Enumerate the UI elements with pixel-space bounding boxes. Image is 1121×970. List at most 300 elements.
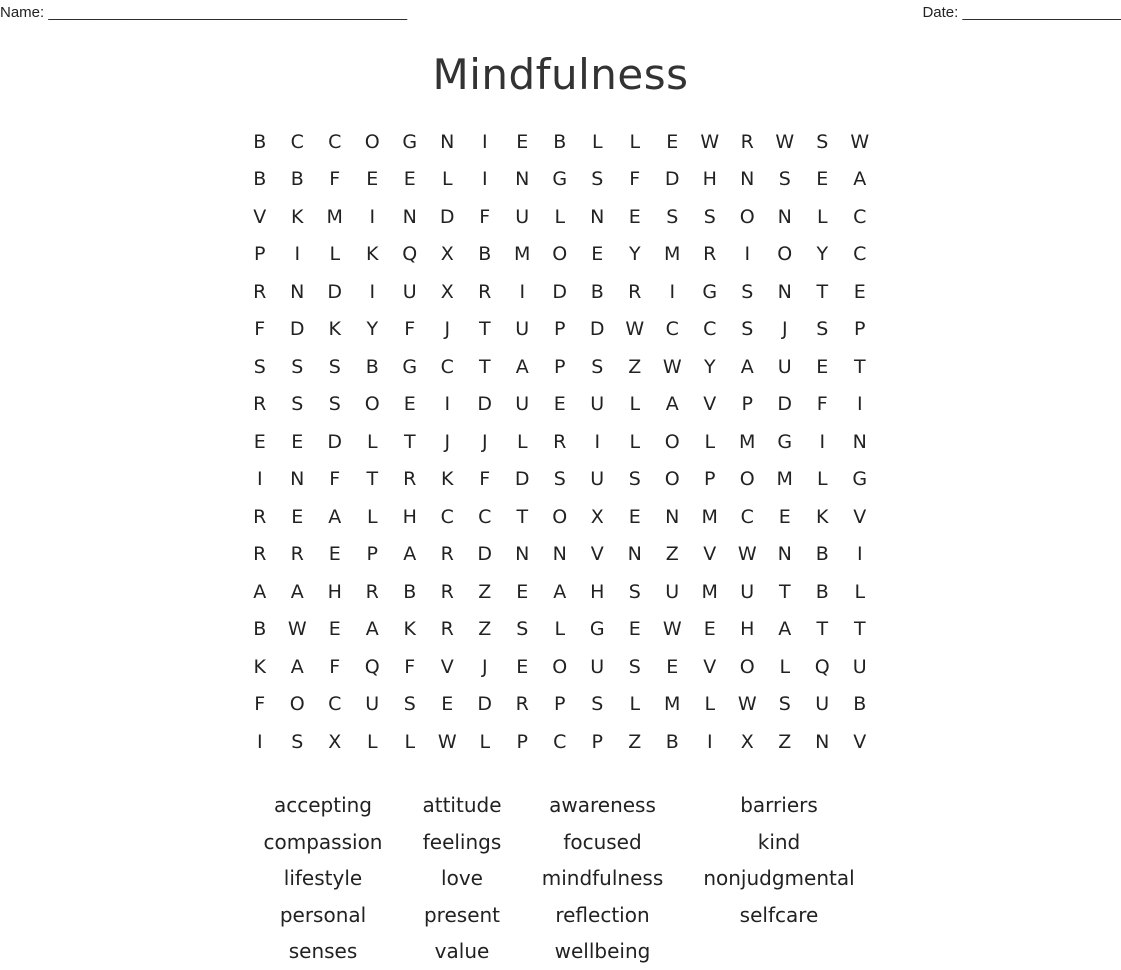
grid-letter[interactable]: I [519,280,526,303]
grid-letter[interactable]: I [481,168,488,191]
grid-letter[interactable]: T [366,468,379,491]
grid-letter[interactable]: D [327,430,343,453]
grid-letter[interactable]: F [404,655,416,678]
grid-letter[interactable]: U [590,468,605,491]
word-search-grid [241,123,879,761]
grid-letter[interactable]: O [739,655,755,678]
grid-letter[interactable]: K [441,468,454,491]
word-bank-item: awareness [549,793,656,818]
grid-letter[interactable]: M [514,243,531,266]
grid-letter[interactable]: C [853,243,867,266]
grid-letter[interactable]: D [439,205,455,228]
grid-letter[interactable]: S [291,730,304,753]
grid-letter[interactable]: R [553,430,567,453]
grid-letter[interactable]: W [625,318,645,341]
grid-letter[interactable]: E [253,430,266,453]
grid-letter[interactable]: L [404,730,416,753]
grid-letter[interactable]: E [816,168,829,191]
grid-letter[interactable]: Y [628,243,641,266]
grid-letter[interactable]: O [552,655,568,678]
grid-letter[interactable]: E [403,168,416,191]
grid-letter[interactable]: W [437,730,457,753]
grid-letter[interactable]: Z [778,730,792,753]
grid-letter[interactable]: M [326,205,343,228]
word-bank-item: personal [279,902,367,927]
grid-letter[interactable]: A [553,580,567,603]
grid-letter[interactable]: V [853,730,867,753]
grid-letter[interactable]: E [816,355,829,378]
grid-letter[interactable]: C [665,318,679,341]
grid-letter[interactable]: K [366,243,379,266]
grid-letter[interactable]: C [328,130,342,153]
grid-letter[interactable]: O [289,693,305,716]
grid-letter[interactable]: B [478,243,492,266]
grid-letter[interactable]: R [290,543,304,566]
grid-letter[interactable]: U [852,655,867,678]
grid-letter[interactable]: E [591,243,604,266]
grid-letter[interactable]: B [403,580,417,603]
grid-letter[interactable]: N [440,130,455,153]
grid-letter[interactable]: N [740,168,755,191]
grid-letter[interactable]: L [629,693,641,716]
grid-letter[interactable]: G [402,355,418,378]
grid-letter[interactable]: A [740,355,754,378]
word-bank-item: present [423,902,501,927]
grid-letter[interactable]: L [779,655,791,678]
grid-letter[interactable]: V [703,655,717,678]
grid-letter[interactable]: I [481,130,488,153]
grid-letter[interactable]: T [403,430,416,453]
grid-letter[interactable]: L [479,730,491,753]
grid-letter[interactable]: N [665,505,680,528]
grid-letter[interactable]: F [329,168,341,191]
grid-letter[interactable]: B [553,130,567,153]
grid-letter[interactable]: O [664,468,680,491]
grid-letter[interactable]: H [702,168,717,191]
grid-letter[interactable]: F [404,318,416,341]
grid-letter[interactable]: Z [628,355,642,378]
grid-letter[interactable]: S [291,355,304,378]
grid-letter[interactable]: L [704,693,716,716]
grid-letter[interactable]: R [253,393,267,416]
grid-letter[interactable]: N [815,730,830,753]
grid-letter[interactable]: H [740,618,755,641]
grid-letter[interactable]: N [552,543,567,566]
grid-letter[interactable]: P [741,393,753,416]
grid-letter[interactable]: Y [816,243,829,266]
grid-letter[interactable]: B [590,280,604,303]
grid-letter[interactable]: K [816,505,829,528]
word-bank-item: wellbeing [554,939,651,964]
grid-letter[interactable]: A [853,168,867,191]
grid-letter[interactable]: L [366,430,378,453]
grid-letter[interactable]: S [778,168,791,191]
grid-letter[interactable]: B [815,580,829,603]
grid-letter[interactable]: X [590,505,604,528]
grid-letter[interactable]: E [328,543,341,566]
grid-letter[interactable]: S [778,693,791,716]
grid-letter[interactable]: C [440,355,454,378]
grid-letter[interactable]: U [515,393,530,416]
grid-letter[interactable]: A [403,543,417,566]
grid-letter[interactable]: Z [478,618,492,641]
grid-letter[interactable]: N [402,205,417,228]
grid-letter[interactable]: G [852,468,868,491]
grid-letter[interactable]: E [403,393,416,416]
grid-letter[interactable]: V [253,205,267,228]
grid-letter[interactable]: L [629,430,641,453]
grid-letter[interactable]: E [666,655,679,678]
grid-letter[interactable]: I [706,730,713,753]
grid-letter[interactable]: L [554,205,566,228]
grid-letter[interactable]: B [665,730,679,753]
grid-letter[interactable]: Z [478,580,492,603]
grid-letter[interactable]: B [365,355,379,378]
grid-letter[interactable]: E [666,130,679,153]
grid-letter[interactable]: C [440,505,454,528]
word-bank-item: nonjudgmental [703,866,855,891]
grid-letter[interactable]: N [777,205,792,228]
grid-letter[interactable]: L [329,243,341,266]
grid-letter[interactable]: I [856,543,863,566]
grid-letter[interactable]: P [254,243,266,266]
grid-letter[interactable]: M [701,580,718,603]
grid-letter[interactable]: C [290,130,304,153]
grid-letter[interactable]: R [253,505,267,528]
grid-letter[interactable]: D [514,468,530,491]
grid-letter[interactable]: J [481,655,488,678]
grid-letter[interactable]: X [740,730,754,753]
name-field-label: Name: ___________________________________________ [0,4,408,21]
grid-letter[interactable]: Y [366,318,379,341]
grid-letter[interactable]: R [253,280,267,303]
grid-letter[interactable]: L [816,468,828,491]
grid-letter[interactable]: R [253,543,267,566]
grid-letter[interactable]: H [402,505,417,528]
grid-letter[interactable]: I [294,243,301,266]
grid-letter[interactable]: C [553,730,567,753]
word-bank-item: senses [288,939,358,964]
grid-letter[interactable]: E [628,618,641,641]
grid-letter[interactable]: J [481,430,488,453]
grid-letter[interactable]: D [289,318,305,341]
grid-letter[interactable]: L [704,430,716,453]
grid-letter[interactable]: X [440,280,454,303]
grid-letter[interactable]: F [479,205,491,228]
grid-letter[interactable]: S [666,205,679,228]
grid-letter[interactable]: K [253,655,266,678]
grid-letter[interactable]: U [515,205,530,228]
grid-letter[interactable]: I [369,280,376,303]
grid-letter[interactable]: T [516,505,529,528]
grid-letter[interactable]: V [440,655,454,678]
grid-letter[interactable]: V [703,393,717,416]
grid-letter[interactable]: Q [814,655,830,678]
grid-letter[interactable]: F [816,393,828,416]
grid-letter[interactable]: R [365,580,379,603]
grid-letter[interactable]: S [628,580,641,603]
grid-letter[interactable]: L [629,393,641,416]
grid-letter[interactable]: J [781,318,788,341]
grid-letter[interactable]: N [290,280,305,303]
grid-letter[interactable]: S [591,168,604,191]
grid-letter[interactable]: S [328,355,341,378]
grid-letter[interactable]: E [516,655,529,678]
grid-letter[interactable]: E [366,168,379,191]
grid-letter[interactable]: A [778,618,792,641]
grid-letter[interactable]: Z [665,543,679,566]
grid-letter[interactable]: D [589,318,605,341]
grid-letter[interactable]: K [328,318,341,341]
grid-letter[interactable]: P [591,730,603,753]
grid-letter[interactable]: T [816,280,829,303]
grid-letter[interactable]: R [440,543,454,566]
grid-letter[interactable]: A [253,580,267,603]
grid-letter[interactable]: F [329,468,341,491]
grid-letter[interactable]: N [777,543,792,566]
grid-letter[interactable]: E [628,205,641,228]
grid-letter[interactable]: U [590,655,605,678]
grid-letter[interactable]: U [777,355,792,378]
grid-letter[interactable]: A [515,355,529,378]
grid-letter[interactable]: Q [402,243,418,266]
grid-letter[interactable]: M [664,243,681,266]
grid-letter[interactable]: U [402,280,417,303]
grid-letter[interactable]: E [291,430,304,453]
grid-letter[interactable]: V [590,543,604,566]
grid-letter[interactable]: S [516,618,529,641]
grid-letter[interactable]: O [552,505,568,528]
grid-letter[interactable]: R [440,618,454,641]
grid-letter[interactable]: C [478,505,492,528]
grid-letter[interactable]: N [515,168,530,191]
grid-letter[interactable]: N [515,543,530,566]
grid-letter[interactable]: R [403,468,417,491]
grid-letter[interactable]: E [291,505,304,528]
grid-letter[interactable]: N [290,468,305,491]
grid-letter[interactable]: S [816,130,829,153]
grid-letter[interactable]: N [627,543,642,566]
grid-letter[interactable]: L [366,730,378,753]
grid-letter[interactable]: V [703,543,717,566]
grid-letter[interactable]: O [739,205,755,228]
grid-letter[interactable]: I [256,730,263,753]
grid-letter[interactable]: S [703,205,716,228]
grid-letter[interactable]: S [591,355,604,378]
grid-letter[interactable]: S [628,655,641,678]
grid-letter[interactable]: F [254,318,266,341]
grid-letter[interactable]: Z [628,730,642,753]
grid-letter[interactable]: I [819,430,826,453]
grid-letter[interactable]: R [440,580,454,603]
grid-letter[interactable]: D [327,280,343,303]
word-bank-item: compassion [263,829,383,854]
grid-letter[interactable]: K [291,205,304,228]
grid-letter[interactable]: P [854,318,866,341]
grid-letter[interactable]: C [740,505,754,528]
grid-letter[interactable]: O [664,430,680,453]
grid-letter[interactable]: L [591,130,603,153]
grid-letter[interactable]: R [515,693,529,716]
grid-letter[interactable]: S [741,318,754,341]
grid-letter[interactable]: P [554,318,566,341]
grid-letter[interactable]: U [590,393,605,416]
grid-letter[interactable]: L [366,505,378,528]
grid-letter[interactable]: T [478,355,491,378]
grid-letter[interactable]: Y [703,355,716,378]
grid-letter[interactable]: R [628,280,642,303]
grid-letter[interactable]: U [740,580,755,603]
grid-letter[interactable]: L [554,618,566,641]
grid-letter[interactable]: I [594,430,601,453]
grid-letter[interactable]: B [853,693,867,716]
grid-letter[interactable]: E [328,618,341,641]
grid-letter[interactable]: M [739,430,756,453]
grid-letter[interactable]: U [515,318,530,341]
grid-letter[interactable]: R [703,243,717,266]
grid-letter[interactable]: I [256,468,263,491]
grid-letter[interactable]: F [329,655,341,678]
grid-letter[interactable]: S [328,393,341,416]
grid-letter[interactable]: W [662,355,682,378]
grid-letter[interactable]: W [287,618,307,641]
grid-letter[interactable]: E [516,130,529,153]
grid-letter[interactable]: E [441,693,454,716]
word-bank-item: barriers [740,793,818,818]
grid-letter[interactable]: G [402,130,418,153]
grid-letter[interactable]: H [590,580,605,603]
grid-letter[interactable]: P [366,543,378,566]
grid-letter[interactable]: D [552,280,568,303]
grid-letter[interactable]: Q [364,655,380,678]
grid-letter[interactable]: A [290,655,304,678]
grid-letter[interactable]: X [440,243,454,266]
grid-letter[interactable]: O [739,468,755,491]
grid-letter[interactable]: M [701,505,718,528]
grid-letter[interactable]: M [776,468,793,491]
grid-letter[interactable]: X [328,730,342,753]
grid-letter[interactable]: F [254,693,266,716]
grid-letter[interactable]: B [253,618,267,641]
grid-letter[interactable]: T [778,580,791,603]
grid-letter[interactable]: K [403,618,416,641]
grid-letter[interactable]: B [253,130,267,153]
grid-letter[interactable]: F [479,468,491,491]
grid-letter[interactable]: R [740,130,754,153]
grid-letter[interactable]: I [369,205,376,228]
grid-letter[interactable]: B [815,543,829,566]
grid-letter[interactable]: C [703,318,717,341]
grid-letter[interactable]: W [775,130,795,153]
grid-letter[interactable]: E [853,280,866,303]
grid-letter[interactable]: E [703,618,716,641]
grid-letter[interactable]: B [290,168,304,191]
grid-letter[interactable]: E [516,580,529,603]
grid-letter[interactable]: H [327,580,342,603]
grid-letter[interactable]: R [478,280,492,303]
grid-letter[interactable]: W [737,693,757,716]
grid-letter[interactable]: U [665,580,680,603]
grid-letter[interactable]: E [778,505,791,528]
grid-letter[interactable]: S [553,468,566,491]
grid-letter[interactable]: E [553,393,566,416]
grid-letter[interactable]: W [662,618,682,641]
grid-letter[interactable]: U [815,693,830,716]
grid-letter[interactable]: F [629,168,641,191]
grid-letter[interactable]: P [516,730,528,753]
grid-letter[interactable]: A [365,618,379,641]
grid-letter[interactable]: P [704,468,716,491]
grid-letter[interactable]: D [664,168,680,191]
grid-letter[interactable]: E [628,505,641,528]
grid-letter[interactable]: L [816,205,828,228]
grid-letter[interactable]: W [850,130,870,153]
grid-letter[interactable]: L [854,580,866,603]
grid-letter[interactable]: W [700,130,720,153]
grid-letter[interactable]: D [477,543,493,566]
grid-letter[interactable]: S [253,355,266,378]
grid-letter[interactable]: S [591,693,604,716]
grid-letter[interactable]: L [629,130,641,153]
grid-letter[interactable]: D [477,693,493,716]
grid-letter[interactable]: D [477,393,493,416]
grid-letter[interactable]: B [253,168,267,191]
grid-letter[interactable]: T [853,355,866,378]
grid-letter[interactable]: C [853,205,867,228]
grid-letter[interactable]: S [628,468,641,491]
grid-letter[interactable]: J [444,430,451,453]
grid-letter[interactable]: V [853,505,867,528]
grid-letter[interactable]: T [853,618,866,641]
grid-letter[interactable]: G [589,618,605,641]
grid-letter[interactable]: S [741,280,754,303]
grid-letter[interactable]: I [744,243,751,266]
grid-letter[interactable]: P [554,355,566,378]
grid-letter[interactable]: W [737,543,757,566]
grid-letter[interactable]: I [856,393,863,416]
grid-letter[interactable]: I [669,280,676,303]
grid-letter[interactable]: S [291,393,304,416]
grid-letter[interactable]: P [554,693,566,716]
grid-letter[interactable]: D [777,393,793,416]
grid-letter[interactable]: S [816,318,829,341]
grid-letter[interactable]: L [441,168,453,191]
grid-letter[interactable]: S [403,693,416,716]
grid-letter[interactable]: G [777,430,793,453]
grid-letter[interactable]: I [444,393,451,416]
grid-letter[interactable]: N [777,280,792,303]
grid-letter[interactable]: N [852,430,867,453]
grid-letter[interactable]: O [364,130,380,153]
page-title: Mindfulness [432,50,689,99]
grid-letter[interactable]: C [328,693,342,716]
grid-letter[interactable]: G [552,168,568,191]
grid-letter[interactable]: L [516,430,528,453]
grid-letter[interactable]: O [552,243,568,266]
grid-letter[interactable]: T [478,318,491,341]
grid-letter[interactable]: A [328,505,342,528]
grid-letter[interactable]: T [816,618,829,641]
grid-letter[interactable]: M [664,693,681,716]
grid-letter[interactable]: J [444,318,451,341]
grid-letter[interactable]: G [702,280,718,303]
grid-letter[interactable]: A [665,393,679,416]
grid-letter[interactable]: A [290,580,304,603]
grid-letter[interactable]: O [364,393,380,416]
grid-letter[interactable]: O [777,243,793,266]
grid-letter[interactable]: N [590,205,605,228]
grid-letter[interactable]: U [365,693,380,716]
